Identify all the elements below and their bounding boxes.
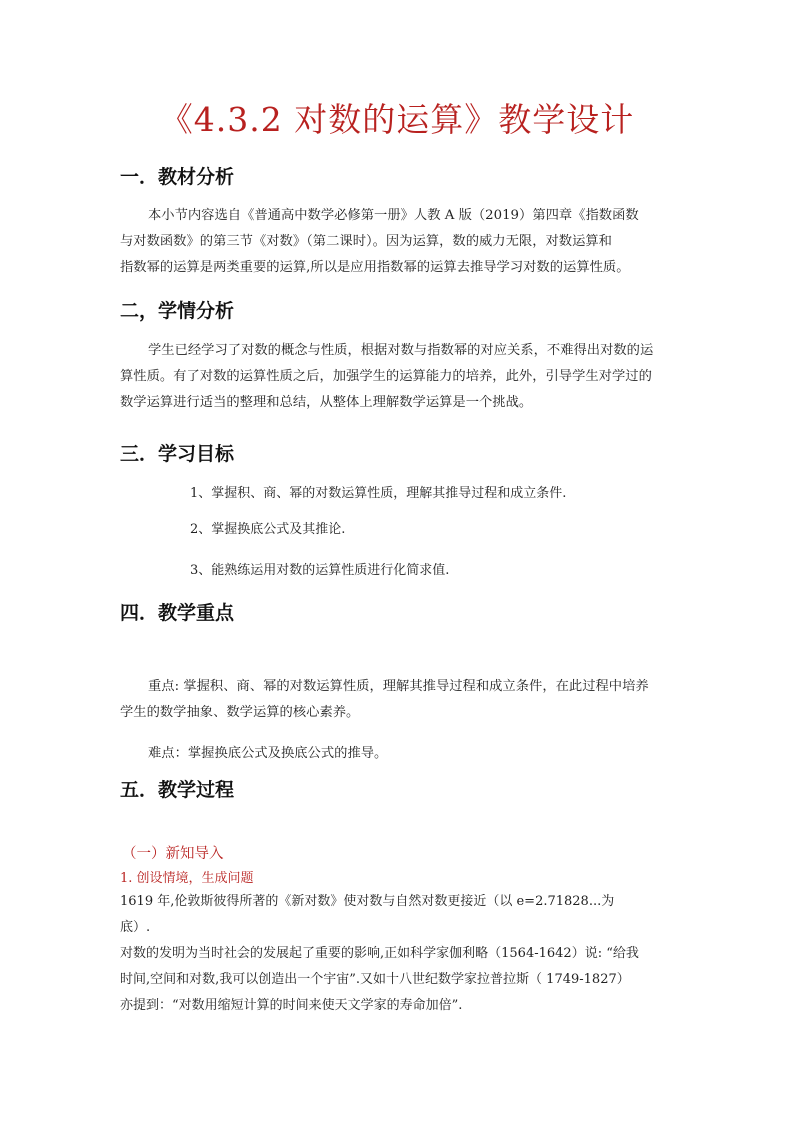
students-line-1: 学生已经学习了对数的概念与性质，根据对数与指数幂的对应关系，不难得出对数的运 xyxy=(148,343,654,358)
students-line-2: 算性质。有了对数的运算性质之后，加强学生的运算能力的培养，此外，引导学生对学过的 xyxy=(120,369,652,384)
subsection-create-situation: 1. 创设情境，生成问题 xyxy=(120,871,254,886)
process-line-3: 对数的发明为当时社会的发展起了重要的影响,正如科学家伽利略（1564-1642）说: “给我 xyxy=(120,946,639,961)
key-points-paragraph xyxy=(120,674,680,726)
process-paragraph xyxy=(120,889,680,1019)
keypoints-line-1: 重点: 掌握积、商、幂的对数运算性质，理解其推导过程和成立条件，在此过程中培养 xyxy=(148,679,649,694)
section-heading-learning-goals: 三．学习目标 xyxy=(120,443,235,465)
keypoints-line-2: 学生的数学抽象、数学运算的核心素养。 xyxy=(120,705,360,720)
process-line-1: 1619 年,伦敦斯彼得所著的《新对数》使对数与自然对数更接近（以 e=2.71828...为 xyxy=(120,894,615,909)
difficulty-line: 难点：掌握换底公式及换底公式的推导。 xyxy=(148,746,388,761)
textbook-line-2: 与对数函数》的第三节《对数》（第二课时）。因为运算，数的威力无限，对数运算和 xyxy=(120,234,612,249)
section-heading-teaching-process: 五．教学过程 xyxy=(120,779,235,801)
section-heading-student-analysis: 二，学情分析 xyxy=(120,300,235,322)
textbook-line-1: 本小节内容选自《普通高中数学必修第一册》人教 A 版（2019）第四章《指数函数 xyxy=(148,208,639,223)
section-heading-textbook-analysis: 一．教材分析 xyxy=(120,166,235,188)
student-analysis-paragraph xyxy=(120,338,680,416)
students-line-3: 数学运算进行适当的整理和总结，从整体上理解数学运算是一个挑战。 xyxy=(120,395,533,410)
process-line-5: 亦提到：“对数用缩短计算的时间来使天文学家的寿命加倍”. xyxy=(120,998,463,1013)
subsection-new-knowledge-intro: （一）新知导入 xyxy=(122,846,224,862)
goal-item-3: 3、能熟练运用对数的运算性质进行化简求值. xyxy=(190,563,450,578)
difficulty-paragraph xyxy=(120,741,680,767)
document-title: 《4.3.2 对数的运算》教学设计 xyxy=(159,100,635,139)
section-heading-key-points: 四．教学重点 xyxy=(120,602,235,624)
process-line-2: 底）. xyxy=(120,920,151,935)
textbook-line-3: 指数幂的运算是两类重要的运算,所以是应用指数幂的运算去推导学习对数的运算性质。 xyxy=(120,260,630,275)
goal-item-2: 2、掌握换底公式及其推论. xyxy=(190,522,346,537)
process-line-4: 时间,空间和对数,我可以创造出一个宇宙”.又如十八世纪数学家拉普拉斯（ 1749-1827） xyxy=(120,972,630,987)
textbook-analysis-paragraph xyxy=(120,203,680,281)
goal-item-1: 1、掌握积、商、幂的对数运算性质，理解其推导过程和成立条件. xyxy=(190,486,567,501)
